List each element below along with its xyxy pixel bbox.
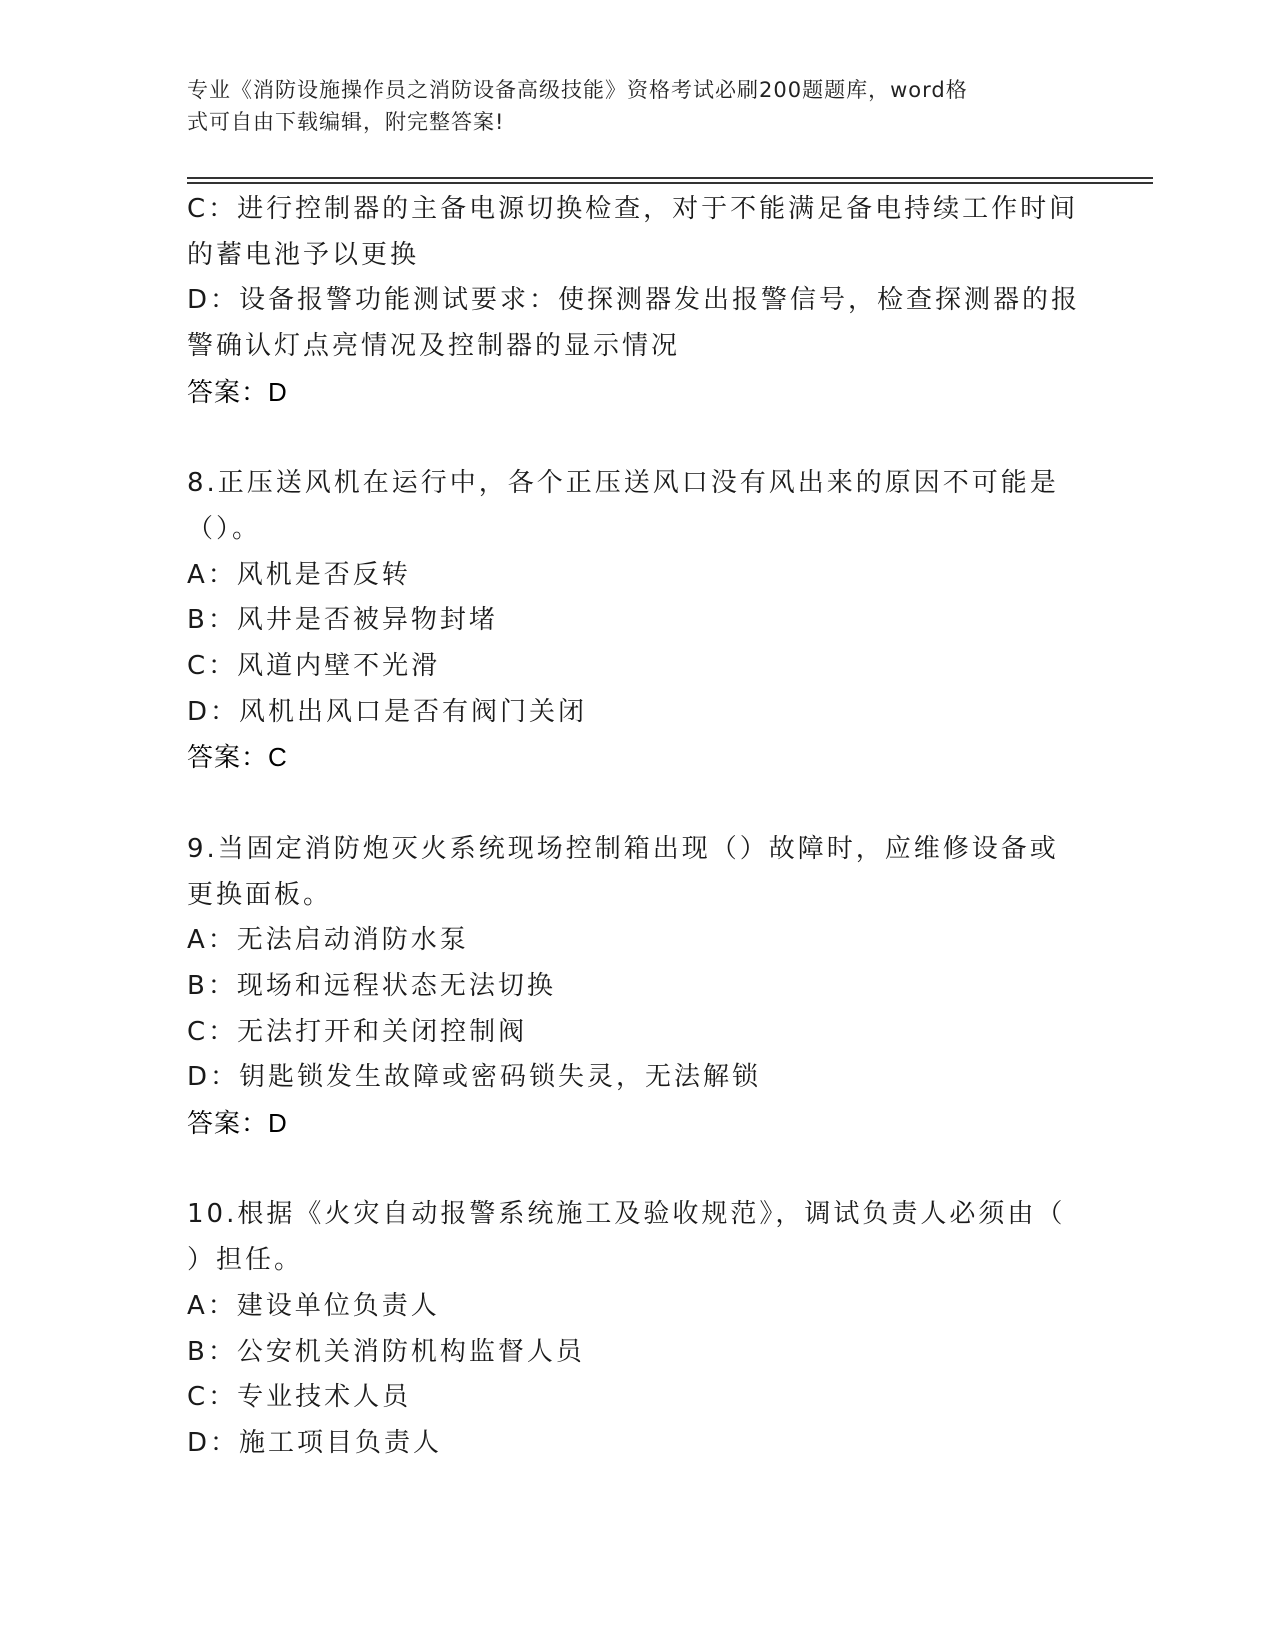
q10-option-c: C：专业技术人员 xyxy=(187,1382,412,1413)
header-divider-top xyxy=(187,177,1153,179)
q8-option-a: A：风机是否反转 xyxy=(187,559,411,590)
question-7-tail xyxy=(187,187,1087,416)
header-line-1: 专业《消防设施操作员之消防设备高级技能》资格考试必刷200题题库，word格 xyxy=(187,78,968,102)
q9-option-a: A：无法启动消防水泵 xyxy=(187,925,469,956)
header-divider-bottom xyxy=(187,182,1153,184)
q7-answer: 答案：D xyxy=(187,376,288,407)
q8-stem-line-2: （）。 xyxy=(187,513,262,544)
q9-stem-line-1: 9.当固定消防炮灭火系统现场控制箱出现（）故障时，应维修设备或 xyxy=(187,833,1059,864)
spacer xyxy=(187,781,1087,827)
question-8 xyxy=(187,461,1087,781)
question-9 xyxy=(187,827,1087,1147)
q10-stem-line-2: ）担任。 xyxy=(187,1245,304,1276)
q9-stem-line-2: 更换面板。 xyxy=(187,879,333,910)
q8-stem-line-1: 8.正压送风机在运行中，各个正压送风口没有风出来的原因不可能是 xyxy=(187,468,1059,499)
question-content xyxy=(187,187,1087,1467)
q9-option-c: C：无法打开和关闭控制阀 xyxy=(187,1016,528,1047)
q8-option-c: C：风道内壁不光滑 xyxy=(187,651,441,682)
q10-option-d: D：施工项目负责人 xyxy=(187,1427,443,1458)
q9-option-b: B：现场和远程状态无法切换 xyxy=(187,970,556,1001)
q10-stem-line-1: 10.根据《火灾自动报警系统施工及验收规范》，调试负责人必须由（ xyxy=(187,1199,1066,1230)
q8-answer: 答案：C xyxy=(187,742,288,773)
q9-answer: 答案：D xyxy=(187,1108,288,1139)
q9-option-d: D：钥匙锁发生故障或密码锁失灵，无法解锁 xyxy=(187,1062,762,1093)
q7-option-d-line-1: D：设备报警功能测试要求：使探测器发出报警信号，检查探测器的报 xyxy=(187,285,1081,316)
q10-option-b: B：公安机关消防机构监督人员 xyxy=(187,1336,585,1367)
q7-option-c-line-2: 的蓄电池予以更换 xyxy=(187,239,420,270)
question-10 xyxy=(187,1192,1087,1466)
spacer xyxy=(187,1147,1087,1193)
q7-option-d-line-2: 警确认灯点亮情况及控制器的显示情况 xyxy=(187,331,681,362)
q8-option-d: D：风机出风口是否有阀门关闭 xyxy=(187,696,588,727)
document-header xyxy=(187,74,1067,138)
q10-option-a: A：建设单位负责人 xyxy=(187,1290,440,1321)
header-line-2: 式可自由下载编辑，附完整答案! xyxy=(187,110,505,134)
q8-option-b: B：风井是否被异物封堵 xyxy=(187,605,498,636)
q7-option-c-line-1: C：进行控制器的主备电源切换检查，对于不能满足备电持续工作时间 xyxy=(187,194,1079,224)
spacer xyxy=(187,416,1087,462)
